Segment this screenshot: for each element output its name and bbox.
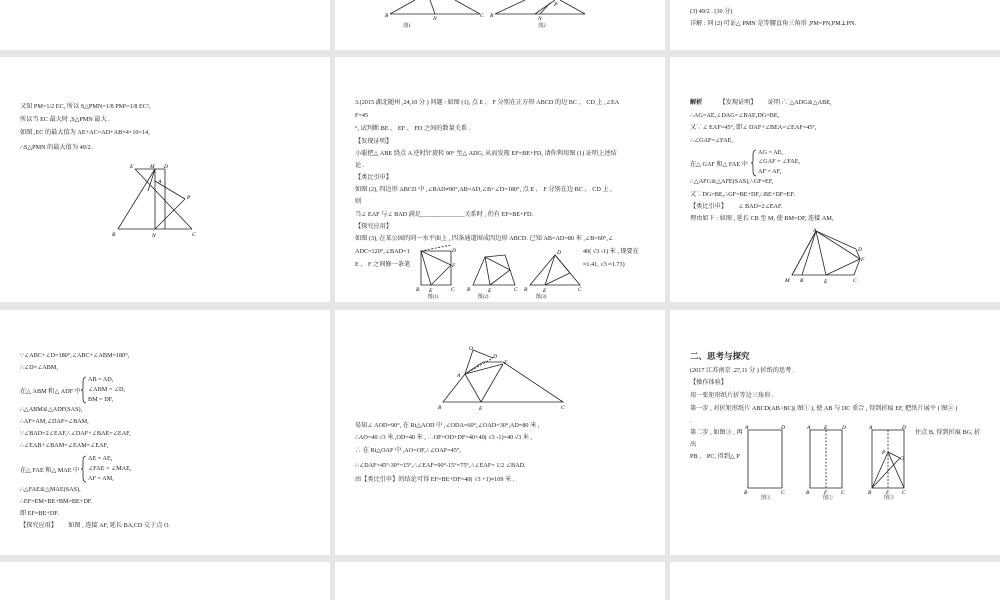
text-line: 3.(2015 湖北随州 ,24,10 分 ) 问题 : 如图 (1), 点 E 、 F 分别在正方形 ABCD 的边 BC 、 CD 上 ,∠EA xyxy=(355,99,620,106)
svg-text:E: E xyxy=(429,288,433,294)
svg-text:F: F xyxy=(861,257,865,263)
brace-icon xyxy=(81,455,87,483)
svg-text:C: C xyxy=(578,287,582,293)
text-segment: ∠ BAD=2∠EAF. xyxy=(738,203,783,210)
text-line: (3) 49/2 . (10 分) xyxy=(690,8,733,15)
text-line: 在△ GAF 和△ FAE 中 xyxy=(690,161,748,168)
text-line: 论 . xyxy=(355,162,365,169)
text-line: E 、 F 之间修一条笔 xyxy=(355,261,411,268)
text-line: ∴AO=40 √3 米 ,OD=40 米 , ∴OF=OD+DF=40+40( √3 -1)=40 √3 米 , xyxy=(355,434,533,441)
section-heading: 【类比引申】 xyxy=(690,203,728,210)
label-analysis: 解析 xyxy=(690,99,703,106)
svg-text:C: C xyxy=(514,287,518,293)
svg-text:D: D xyxy=(902,425,906,431)
text-line: ∴∠EAB+∠BAM=∠EAM=∠EAF, xyxy=(20,442,109,449)
svg-text:C: C xyxy=(781,490,785,496)
svg-text:A: A xyxy=(869,425,873,431)
svg-text:B: B xyxy=(467,287,471,293)
svg-text:M: M xyxy=(150,164,155,170)
section-title: 二、思考与探究 xyxy=(690,351,750,361)
svg-text:A: A xyxy=(158,179,162,185)
svg-text:B: B xyxy=(744,490,748,496)
figure-caption: 图1 xyxy=(403,24,411,29)
text-line: 第二步 , 如图③ , 再 xyxy=(690,429,743,436)
text-line: 又知 PM=1/2 EC, 所以 S△PMN=1/8 PM²=1/8 EC², xyxy=(20,103,151,110)
page-r2c3 xyxy=(670,57,1000,302)
svg-text:F: F xyxy=(504,360,508,366)
text-line: 又∵DG=BE,∴GF=BE+DF,∴BE+DF=EF. xyxy=(690,191,795,198)
text-line: ∵∠BAD=2∠EAF,∴∠DAF+∠BAE=∠EAF, xyxy=(20,430,131,437)
text-line: ∴AF=AM,∠DAF=∠BAM, xyxy=(20,418,89,425)
svg-text:C: C xyxy=(192,232,196,238)
svg-text:D: D xyxy=(842,425,846,431)
text-line: PB 、 PC, 得到△ P xyxy=(690,453,740,460)
figure-caption: 图③ xyxy=(883,496,894,501)
svg-text:A: A xyxy=(813,228,817,234)
figure-caption: 图2 xyxy=(538,24,546,29)
text-line: AF = AM, xyxy=(88,475,114,482)
svg-text:P: P xyxy=(187,195,191,201)
figure-caption: 图② xyxy=(822,496,833,501)
text-line: ∴∠D=∠ABM, xyxy=(20,364,58,371)
figure-caption: 图(1) xyxy=(427,295,439,300)
svg-text:E: E xyxy=(488,288,492,294)
page-r2c2 xyxy=(335,57,665,302)
text-line: BM = DF, xyxy=(88,396,114,403)
text-line: ∠ABM = ∠D, xyxy=(88,386,126,393)
text-line: AF = AF, xyxy=(758,168,782,175)
text-line: 当∠ EAF 与∠ BAD 满足______________关系时 , 仍有 EF=BE+FD. xyxy=(355,211,534,218)
text-line: ∴∠DAF=45°-30°=15°,∴∠EAF=90°-15°=75°,∴∠EAF= 1/2 ∠BAD. xyxy=(355,462,526,469)
text-segment: 如图 , 连接 AF, 延长 BA,CD 交于点 O. xyxy=(68,522,170,529)
text-line: 出 xyxy=(690,441,697,448)
svg-text:F: F xyxy=(824,490,828,496)
svg-text:A: A xyxy=(807,425,811,431)
text-line: 又∵∠ EAF=45°, 即∠ DAF+∠BEA=∠EAF=45°, xyxy=(690,124,817,131)
svg-text:B: B xyxy=(524,287,528,293)
text-line: ∴ 在 Rt△OAF 中 ,AO=OF,∴∠OAF=45°, xyxy=(355,447,461,454)
geometry-figure xyxy=(433,344,573,416)
text-line: 【类比引申】 xyxy=(355,174,393,181)
text-line: 则 xyxy=(355,198,362,205)
page-r4c1 xyxy=(0,562,330,600)
text-line: 即 EF=BE+DF. xyxy=(20,510,59,517)
svg-text:F: F xyxy=(452,263,456,269)
page-r4c2 xyxy=(335,562,665,600)
text-line: ∠GAF = ∠FAE, xyxy=(758,158,801,165)
svg-text:O: O xyxy=(469,346,473,352)
text-line: 如图 ,EC 的最大值为 AE+AC=AD+AB=4+10=14, xyxy=(20,129,150,136)
page-r3c3 xyxy=(670,310,1000,555)
text-line: ∴EF=EM=BE+BM=BE+DF. xyxy=(20,498,93,505)
svg-text:G: G xyxy=(900,456,904,462)
brace-icon xyxy=(81,376,87,404)
text-line: ADC=120°,∠BAD=1 xyxy=(355,248,410,255)
problem-figures xyxy=(415,245,585,297)
svg-text:D: D xyxy=(452,248,456,254)
text-line xyxy=(690,99,832,107)
figure-caption: 图(2) xyxy=(477,295,489,300)
svg-text:N: N xyxy=(152,233,156,239)
svg-text:C: C xyxy=(841,490,845,496)
svg-text:D: D xyxy=(781,425,785,431)
text-line: F=45 xyxy=(355,112,369,119)
text-line: . xyxy=(690,417,692,424)
svg-text:E: E xyxy=(824,279,828,285)
svg-text:B: B xyxy=(416,287,420,293)
text-line: 由【类比引申】的结论可得 EF=BE+DF=40( √3 +1)≈109 米 . xyxy=(355,476,515,483)
svg-text:B: B xyxy=(385,13,389,19)
text-line: ≈1.41, √3 ≈1.73) xyxy=(583,261,625,268)
svg-text:E: E xyxy=(479,406,483,412)
text-line: AB = AD, xyxy=(88,376,114,383)
text-line: ∴△FAE≌△MAE(SAS), xyxy=(20,486,81,493)
text-line: 40( √3 -1) 米 , 现要在 xyxy=(583,248,639,255)
svg-text:C: C xyxy=(561,405,565,411)
text-line: 用一张矩形纸片折等边三角形 . xyxy=(690,392,774,399)
text-line: 如图 (2), 四边形 ABCD 中 ,∠BAD≠90°,AB=AD,∠B+∠D=180°, 点 E 、 F 分别在边 BC 、 CD 上 , xyxy=(355,186,612,193)
text-line: °, 试判断 BE 、 EF 、 FD 之间的数量关系 . xyxy=(355,125,471,132)
text-line: 在△ FAE 和△ MAE 中 xyxy=(20,467,80,474)
text-line: 【探究应用】 xyxy=(355,223,393,230)
svg-text:D: D xyxy=(557,250,561,256)
svg-text:C: C xyxy=(451,287,455,293)
page-r4c3 xyxy=(670,562,1000,600)
svg-text:C: C xyxy=(480,13,484,19)
svg-text:N: N xyxy=(538,16,542,22)
text-line: 如图 (3), 在某公园的同一水平面上 , 四条通道围成四边形 ABCD. 已知 AB=AD=80 米 ,∠B=60°,∠ xyxy=(355,235,614,242)
page-r1c1 xyxy=(0,0,330,50)
text-line xyxy=(690,203,783,211)
svg-text:A: A xyxy=(745,425,749,431)
text-line: 住点 B, 得到折痕 BG, 折 xyxy=(915,429,981,436)
text-line: ∠FAE = ∠MAE, xyxy=(88,465,132,472)
svg-text:E: E xyxy=(130,164,134,170)
svg-text:B: B xyxy=(806,490,810,496)
svg-text:D: D xyxy=(493,354,497,360)
text-line: 理由如下 : 如图 , 延长 CB 至 M, 使 BM=DF, 连接 AM, xyxy=(690,215,834,222)
page-r3c2 xyxy=(335,310,665,555)
svg-text:N: N xyxy=(433,16,437,22)
svg-text:B: B xyxy=(800,278,804,284)
text-line: ∴△ABM≌△ADF(SAS), xyxy=(20,406,83,413)
section-heading: 【探究应用】 xyxy=(20,522,58,529)
svg-text:M: M xyxy=(785,278,790,284)
text-line: ∵∠ABC+∠D=180°,∠ABC+∠ABM=180°, xyxy=(20,352,130,359)
text-line: 在△ ABM 和△ ADF 中 xyxy=(20,388,81,395)
text-line: AG = AE, xyxy=(758,149,783,156)
page-r1c2 xyxy=(335,0,665,50)
brace-icon xyxy=(751,149,757,177)
page-r1c3 xyxy=(670,0,1000,50)
text-line xyxy=(20,522,170,530)
page-r3c1 xyxy=(0,310,330,555)
figure-caption: 图① xyxy=(760,496,771,501)
text-line: 【操作体验】 xyxy=(690,379,728,386)
text-line: ∴∠GAF=∠FAE, xyxy=(690,137,733,144)
geometry-figure xyxy=(110,161,220,241)
text-line: ∴△AFG≌△AFE(SAS),∴GF=EF, xyxy=(690,178,774,185)
svg-text:C: C xyxy=(902,490,906,496)
text-line: 第一步 , 对折矩形纸片 ABCD(AB>BC)( 图① ), 使 AB 与 DC 重合 , 得到折痕 EF, 把纸片展平 ( 图② ) xyxy=(690,405,958,412)
text-line: 所以当 EC 最大时 ,S△PMN 最大 . xyxy=(20,116,110,123)
folding-figures xyxy=(742,424,922,496)
text-line: ∴S△PMN 的最大值为 49/2 . xyxy=(20,144,94,151)
text-line: AE = AE, xyxy=(88,455,113,462)
svg-text:P: P xyxy=(882,450,886,456)
text-line: 详解 : 同 (2) 可证△ PMN 是等腰直角三角形 ,PM=PN,PM⊥PN. xyxy=(690,20,857,27)
svg-text:B: B xyxy=(490,13,494,19)
svg-text:D: D xyxy=(858,247,862,253)
svg-text:P: P xyxy=(554,2,558,8)
svg-text:E: E xyxy=(543,288,547,294)
svg-text:C: C xyxy=(853,278,857,284)
svg-text:F: F xyxy=(886,490,890,496)
text-line: (2017 江苏南京 ,27,11 分 ) 折纸的思考 . xyxy=(690,367,795,374)
page-r2c1 xyxy=(0,57,330,302)
geometry-figure xyxy=(782,229,872,289)
text-line: 小聪把△ ABE 绕点 A 逆时针旋转 90° 至△ ADG, 从而发现 EF=BE+FD, 请你利用图 (1) 证明上述结 xyxy=(355,150,617,157)
section-heading: 【发现证明】 xyxy=(719,99,757,106)
svg-text:B: B xyxy=(438,405,442,411)
text-segment: 证明 :∵△ADG≌△ABE, xyxy=(767,99,832,106)
svg-text:A: A xyxy=(457,373,461,379)
text-line: ∴AG=AE,∠DAG=∠BAE,DG=BE, xyxy=(690,112,780,119)
text-line: 【发现证明】 xyxy=(355,138,393,145)
svg-text:D: D xyxy=(164,164,168,170)
svg-text:B: B xyxy=(112,232,116,238)
figure-caption: 图(3) xyxy=(535,295,547,300)
svg-text:B: B xyxy=(868,490,872,496)
text-line: 易知∠ AOD=90°, 在 Rt△AOD 中 ,∠ODA=60°,∠OAD=30°,AD=80 米 , xyxy=(355,422,540,429)
svg-text:E: E xyxy=(824,425,828,431)
